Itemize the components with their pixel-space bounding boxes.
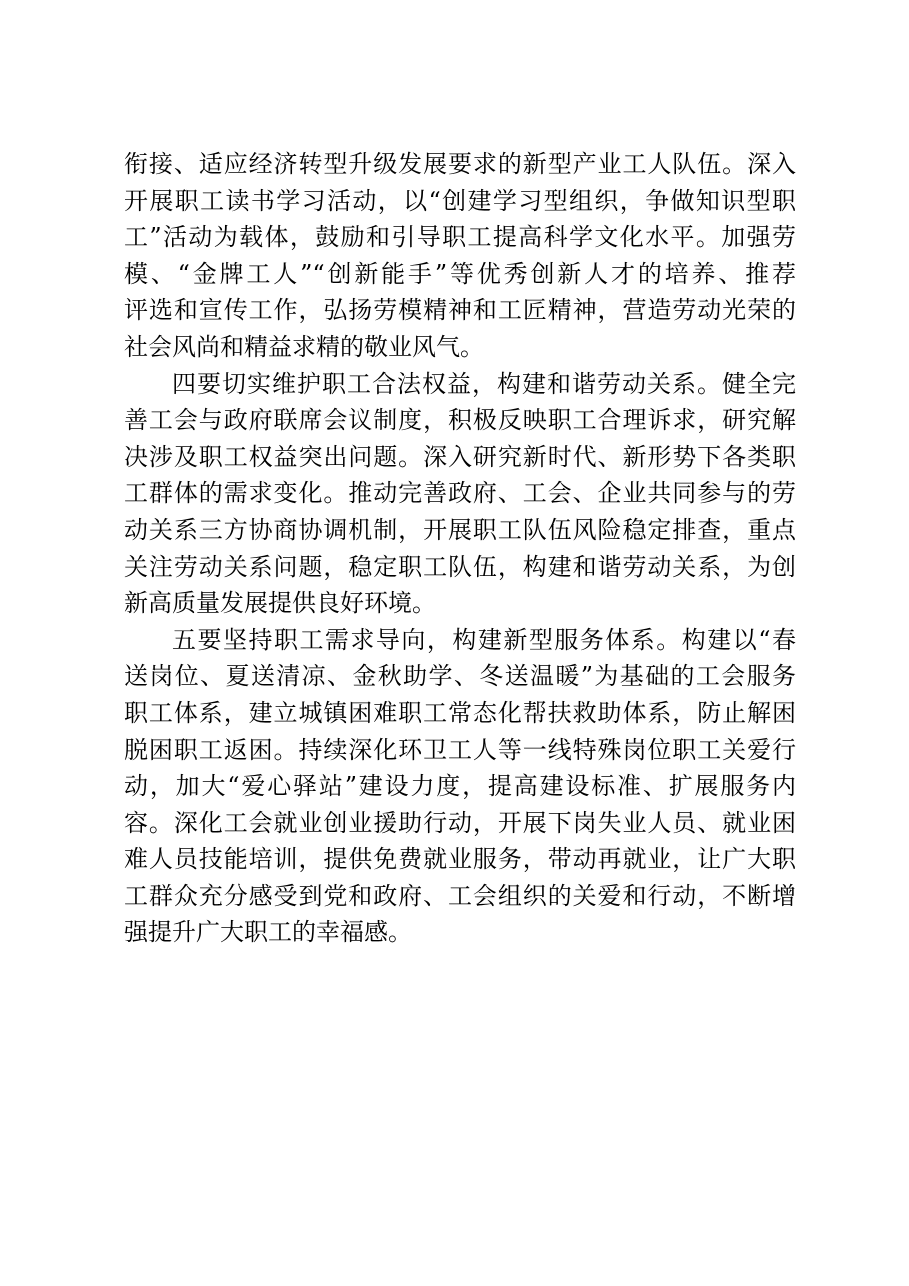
text-line: 评选和宣传工作，弘扬劳模精神和工匠精神，营造劳动光荣的 (124, 296, 796, 325)
text-line: 动，加大“爱心驿站”建设力度，提高建设标准、扩展服务内 (124, 772, 796, 801)
text-line: 工”活动为载体，鼓励和引导职工提高科学文化水平。加强劳 (124, 223, 796, 252)
text-line: 模、“金牌工人”“创新能手”等优秀创新人才的培养、推荐 (124, 259, 796, 288)
text-line: 强提升广大职工的幸福感。 (124, 918, 412, 947)
text-line: 动关系三方协商协调机制，开展职工队伍风险稳定排查，重点 (124, 515, 796, 544)
body-text (124, 146, 796, 951)
text-line: 善工会与政府联席会议制度，积极反映职工合理诉求，研究解 (124, 406, 796, 435)
text-line: 工群体的需求变化。推动完善政府、工会、企业共同参与的劳 (124, 479, 796, 508)
text-line: 工群众充分感受到党和政府、工会组织的关爱和行动，不断增 (124, 881, 796, 910)
text-line: 难人员技能培训，提供免费就业服务，带动再就业，让广大职 (124, 845, 796, 874)
text-line: 送岗位、夏送清凉、金秋助学、冬送温暖”为基础的工会服务 (124, 662, 796, 691)
text-line: 脱困职工返困。持续深化环卫工人等一线特殊岗位职工关爱行 (124, 735, 796, 764)
text-line: 衔接、适应经济转型升级发展要求的新型产业工人队伍。深入 (124, 150, 796, 178)
text-line: 开展职工读书学习活动，以“创建学习型组织，争做知识型职 (124, 186, 796, 215)
text-line: 职工体系，建立城镇困难职工常态化帮扶救助体系，防止解困 (124, 698, 796, 727)
text-line: 新高质量发展提供良好环境。 (124, 589, 436, 618)
text-line: 决涉及职工权益突出问题。深入研究新时代、新形势下各类职 (124, 442, 796, 471)
text-line: 关注劳动关系问题，稳定职工队伍，构建和谐劳动关系，为创 (124, 552, 796, 581)
text-line: 容。深化工会就业创业援助行动，开展下岗失业人员、就业困 (124, 808, 796, 837)
text-line: 四要切实维护职工合法权益，构建和谐劳动关系。健全完 (172, 369, 796, 398)
text-line: 社会风尚和精益求精的敬业风气。 (124, 332, 484, 361)
text-line: 五要坚持职工需求导向，构建新型服务体系。构建以“春 (172, 625, 796, 654)
